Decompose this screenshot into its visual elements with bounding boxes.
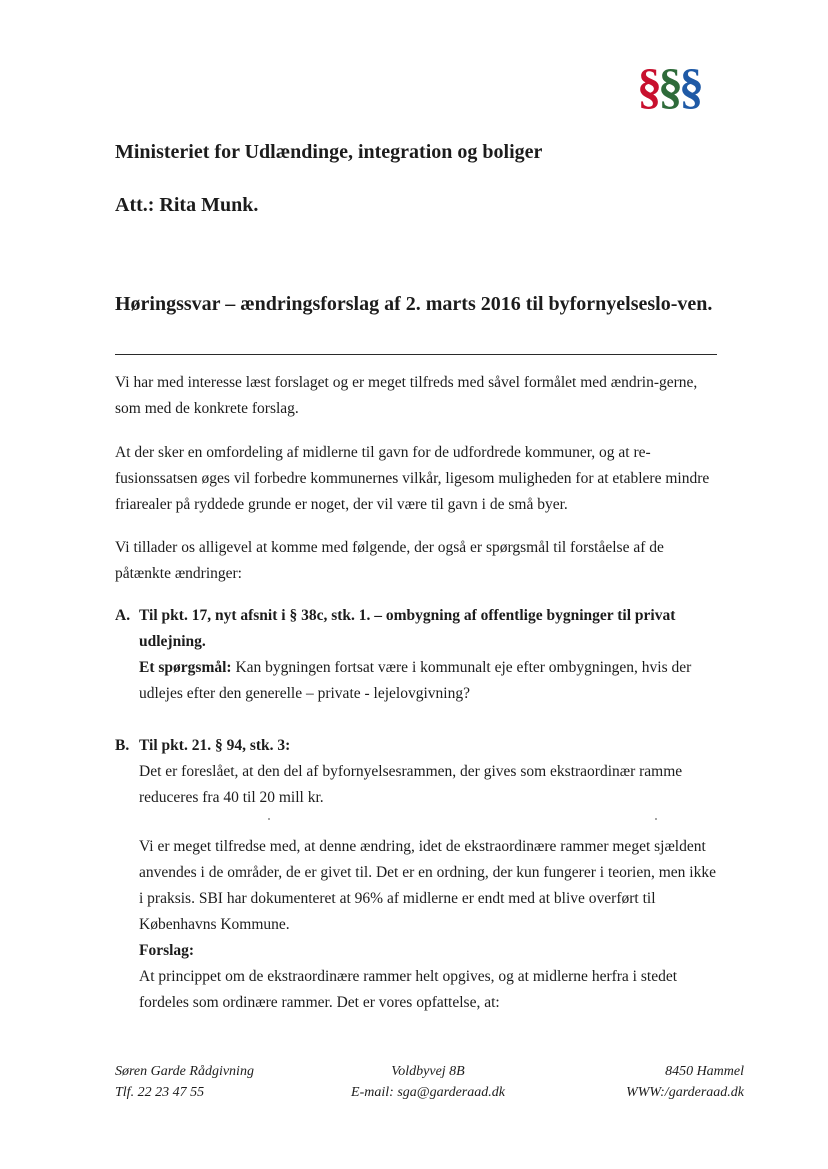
footer-company-name: Søren Garde Rådgivning <box>115 1064 254 1079</box>
footer-city: 8450 Hammel <box>665 1064 744 1079</box>
footer-phone: Tlf. 22 23 47 55 <box>115 1085 205 1100</box>
attention-line: Att.: Rita Munk. <box>115 194 259 216</box>
footer-street: Voldbyvej 8B <box>391 1064 465 1079</box>
item-b-text-2: Vi er meget tilfredse med, at denne ændring, idet de ekstraordinære rammer meget sjældent anvendes i de områder, de er givet til. Det er en ordning, der kun fungerer i teorien, men ikke i praksis. SBI har dokumenteret at 96% af midlerne er endt med at blive overført til Københavns Kommune. <box>139 838 716 933</box>
paragraph-intro: Vi har med interesse læst forslaget og er meget tilfreds med såvel formålet med ændrin-gerne, som med de konkrete forslag. <box>115 374 698 417</box>
item-letter-b: B. <box>115 737 130 754</box>
subject-heading: Høringssvar – ændringsforslag af 2. marts 2016 til byfornyelseslo-ven. <box>115 293 713 315</box>
footer-address <box>333 1061 523 1103</box>
recipient: Ministeriet for Udlændinge, integration og boliger <box>115 141 543 163</box>
footer-email[interactable]: E-mail: sga@garderaad.dk <box>351 1085 505 1100</box>
logo <box>637 56 700 116</box>
paragraph-redistribution: At der sker en omfordeling af midlerne til gavn for de udfordrede kommuner, og at re-fusionssatsen øges vil forbedre kommunernes vilkår, ligesom muligheden for at etablere mindre friarealer på ryddede grunde er noget, der vil være til gavn i de små byer. <box>115 444 710 513</box>
question-text: Kan bygningen fortsat være i kommunalt eje efter ombygningen, hvis der udlejes efter den generelle – private - lejelovgivning? <box>139 659 692 702</box>
paragraph-sign-icon: § <box>658 58 679 114</box>
item-b-text-1: Det er foreslået, at den del af byfornyelsesrammen, der gives som ekstraordinær ramme reduceres fra 40 til 20 mill kr. <box>139 763 683 806</box>
item-a <box>139 603 719 707</box>
footer-contact <box>600 1061 744 1103</box>
item-a-heading: Til pkt. 17, nyt afsnit i § 38c, stk. 1. – ombygning af offentlige bygninger til privat udlejning. <box>139 607 676 650</box>
question-label: Et spørgsmål: <box>139 659 232 676</box>
item-b-continued <box>139 834 719 1016</box>
divider <box>115 354 717 355</box>
footer-company <box>115 1061 254 1103</box>
item-a-question <box>139 655 719 707</box>
scan-speck <box>268 818 270 820</box>
proposal-label: Forslag: <box>139 942 195 959</box>
proposal-text: At princippet om de ekstraordinære rammer helt opgives, og at midlerne herfra i stedet fordeles som ordinære rammer. Det er vores opfattelse, at: <box>139 968 678 1011</box>
paragraph-sign-icon: § <box>637 58 658 114</box>
item-b <box>139 733 719 811</box>
paragraph-sign-icon: § <box>679 58 700 114</box>
footer-web[interactable]: WWW:/garderaad.dk <box>626 1085 744 1100</box>
scan-speck <box>655 818 657 820</box>
item-letter-a: A. <box>115 607 131 624</box>
paragraph-questions: Vi tillader os alligevel at komme med følgende, der også er spørgsmål til forståelse af de påtænkte ændringer: <box>115 539 664 582</box>
item-b-heading: Til pkt. 21. § 94, stk. 3: <box>139 737 291 754</box>
